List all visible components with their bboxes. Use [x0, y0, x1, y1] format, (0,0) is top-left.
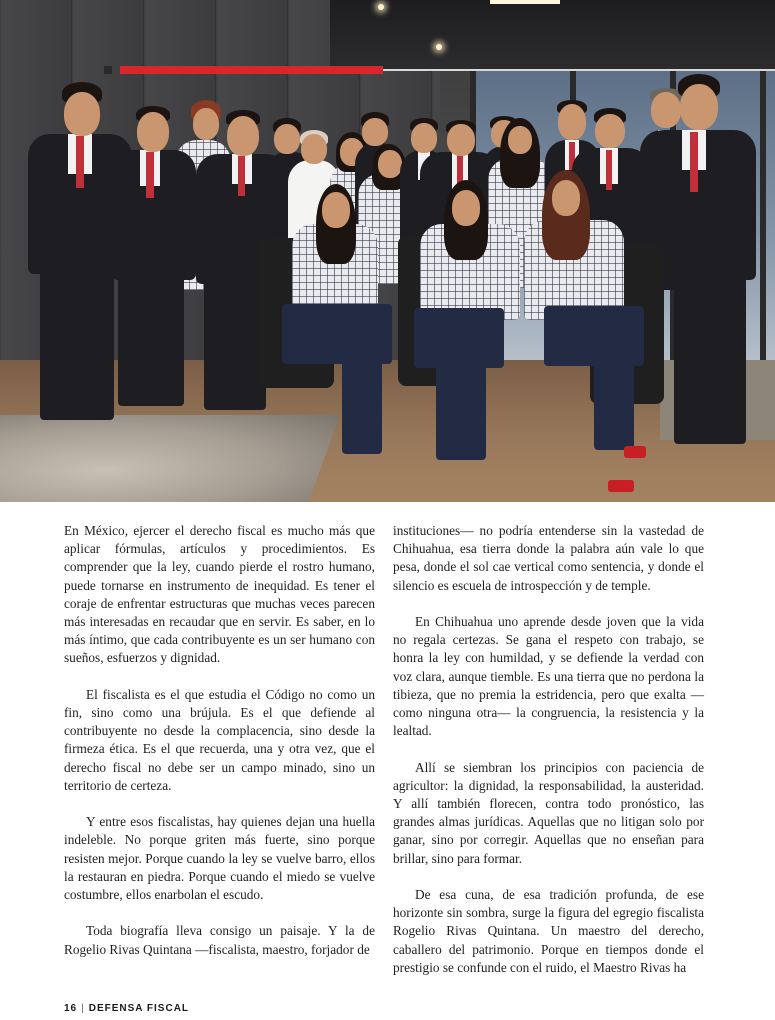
article-paragraph: De esa cuna, de esa tradición profunda, de ese horizonte sin sombra, surge la figura del egregio fiscalista Rogelio Rivas Quintana. Un maestro del derecho, caballero del patrimonio. Porque en tiempos donde el prestigio se confunde con el ruido, el Maestro Rivas ha: [393, 887, 704, 975]
article-column-left: [64, 522, 375, 977]
article-paragraph: El fiscalista es el que estudia el Código no como un fin, sino como una brújula. Es el que defiende al contribuyente no desde la complacencia, sino desde la firmeza ética. Es el que recuerda, una y otra vez, que el derecho fiscal no debe ser un campo minado, sino un territorio de certeza.: [64, 686, 375, 793]
article-paragraph: Allí se siembran los principios con paciencia de agricultor: la dignidad, la responsabilidad, la austeridad. Y allí también florecen, contra todo pronóstico, las grandes almas jurídicas. Aquellas que no litigan solo por ganar, sino por corregir. Aquellas que no enseñan para brillar, sino para formar.: [393, 759, 704, 866]
page-footer: [64, 1003, 189, 1014]
rug: [0, 415, 340, 502]
article-paragraph: En México, ejercer el derecho fiscal es mucho más que aplicar fórmulas, artículos y procedimientos. Es comprender que la ley, cuando pierde el rostro humano, puede tornarse en instrumento de inequidad. Es tener el coraje de enfrentar estructuras que muchas veces parecen más interesadas en recaudar que en servir. Es saber, en lo más íntimo, que cada contribuyente es un ser humano con sueños, esfuerzos y dignidad.: [64, 523, 375, 666]
ceiling-light-strip: [490, 0, 560, 4]
ceiling-light: [436, 44, 442, 50]
ceiling-light: [378, 4, 384, 10]
ceiling: [330, 0, 775, 70]
article-column-right: [393, 522, 704, 995]
accent-bar: [120, 66, 383, 74]
magazine-name: DEFENSA FISCAL: [88, 1003, 190, 1014]
page-number: 16: [64, 1003, 78, 1014]
accent-dot: [104, 66, 112, 74]
article-paragraph: En Chihuahua uno aprende desde joven que la vida no regala certezas. Se gana el respeto con trabajo, se honra la ley con humildad, y se defiende la verdad con voz clara, aunque tiemble. Es una tierra que no perdona la tibieza, que no premia la estridencia, pero que exalta —como ninguna otra— la congruencia, la resistencia y la lealtad.: [393, 614, 704, 739]
accent-line: [383, 69, 775, 71]
group-photo: [0, 0, 775, 502]
article-paragraph: Y entre esos fiscalistas, hay quienes dejan una huella indeleble. No porque griten más fuerte, sino porque resisten mejor. Porque cuando la ley se vuelve barro, ellos la restauran en piedra. Porque cuando el miedo se vuelve costumbre, ellos enarbolan el escudo.: [64, 814, 375, 903]
footer-separator: |: [81, 1003, 85, 1014]
article-paragraph: instituciones— no podría entenderse sin la vastedad de Chihuahua, esa tierra donde la palabra aún vale lo que pesa, donde el sol cae vertical como sentencia, y donde el silencio es escuela de introspección y de temple.: [393, 523, 704, 593]
article-paragraph: Toda biografía lleva consigo un paisaje. Y la de Rogelio Rivas Quintana —fiscalista, maestro, forjador de: [64, 923, 375, 957]
